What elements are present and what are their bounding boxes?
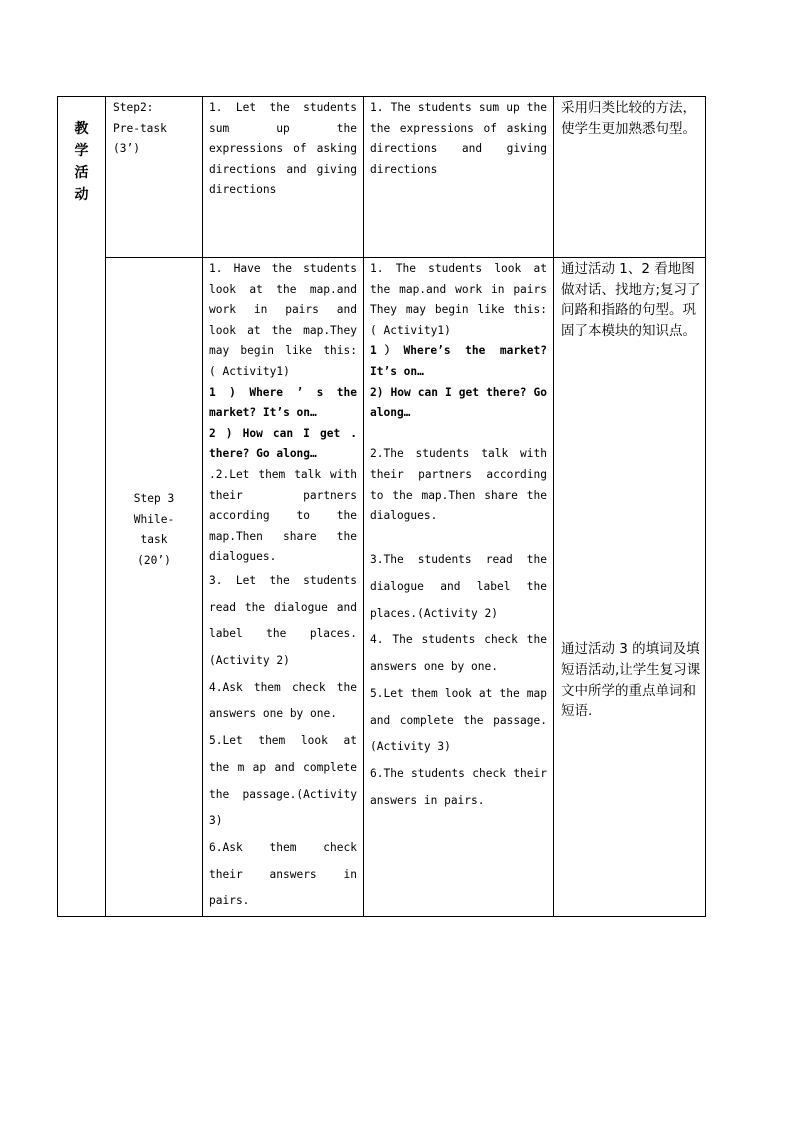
teacher-activity: 1. Have the students look at the map.and work in pairs and look at the map.They may begin like this: ( Activity1) <box>209 262 357 378</box>
step-cell <box>106 258 203 917</box>
purpose-cell <box>554 97 706 258</box>
student-activity-cell <box>364 258 554 917</box>
student-activity: 1. The students look at the map.and work in pairs They may begin like this: ( Activity1) <box>370 262 547 337</box>
step-cell <box>106 97 203 258</box>
teacher-activity: 5.Let them look at the m ap and complete the passage.(Activity 3) <box>209 734 357 828</box>
table-row <box>58 97 706 258</box>
purpose-text: 采用归类比较的方法，使学生更加熟悉句型。 <box>561 100 696 137</box>
section-label-cell <box>58 97 106 917</box>
teacher-activity-cell <box>203 258 364 917</box>
step-time: (3’) <box>113 142 140 156</box>
step-title: Step2: <box>113 101 154 114</box>
student-dialogue-line: 1）Where’s the market? It’s on… <box>370 344 547 378</box>
teacher-activity: 3. Let the students read the dialogue and label the places.(Activity 2) <box>209 573 357 668</box>
teacher-activity: 4.Ask them check the answers one by one. <box>209 680 357 721</box>
lesson-plan-table <box>57 96 706 917</box>
step-name: Pre-task <box>113 121 167 135</box>
teacher-activity-cell <box>203 97 364 258</box>
step-name-cont: task <box>140 533 168 547</box>
table-row <box>58 258 706 917</box>
student-activity: 5.Let them look at the map and complete the passage.(Activity 3) <box>370 686 547 754</box>
purpose-cell <box>554 258 706 917</box>
student-activity: 1. The students sum up the the expressions of asking directions and giving directions <box>370 101 547 176</box>
student-activity: 4. The students check the answers one by one. <box>370 633 547 674</box>
teacher-activity: 1. Let the students sum up the expressions of asking directions and giving directions <box>209 101 357 197</box>
purpose-text: 通过活动 1、2 看地图做对话、找地方;复习了问路和指路的句型。巩固了本模块的知识点。 <box>561 261 701 339</box>
student-activity: 6.The students check their answers in pairs. <box>370 766 547 807</box>
student-activity-cell <box>364 97 554 258</box>
purpose-text: 通过活动 3 的填词及填短语活动,让学生复习课文中所学的重点单词和短语. <box>561 641 701 720</box>
student-activity: 3.The students read the dialogue and label the places.(Activity 2) <box>370 553 547 620</box>
student-activity: 2.The students talk with their partners according to the map.Then share the dialogues. <box>370 447 547 523</box>
teacher-activity: .2.Let them talk with their partners according to the map.Then share the dialogues. <box>209 467 357 564</box>
student-dialogue-line: 2) How can I get there? Go along… <box>370 385 547 420</box>
teacher-dialogue-line: 2 ) How can I get . there? Go along… <box>209 426 357 461</box>
step-time: (20’) <box>137 553 171 567</box>
teacher-activity: 6.Ask them check their answers in pairs. <box>209 840 357 908</box>
section-label: 教学活动 <box>74 121 89 203</box>
teacher-dialogue-line: 1 ) Where ’ s the market? It’s on… <box>209 385 357 420</box>
step-title: Step 3 <box>133 492 175 505</box>
step-name: While- <box>133 512 175 526</box>
